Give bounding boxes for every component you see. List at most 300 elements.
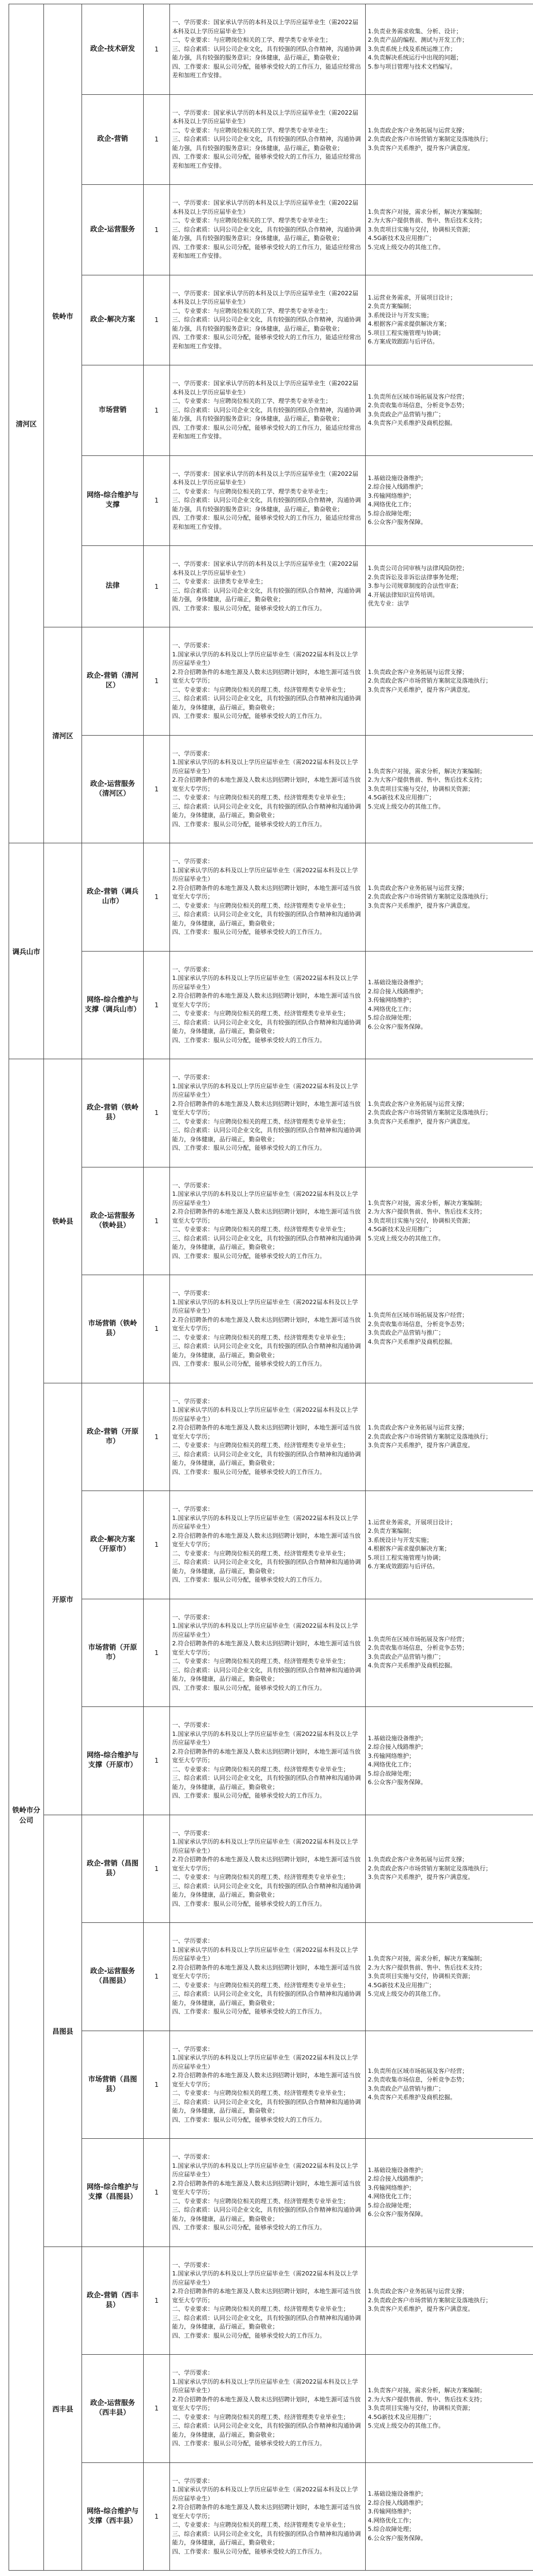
duty-line: 4.网络优化工作； [368,2193,415,2200]
requirement-line: 四、工作要求：服从公司分配，能够承受较大的工作压力。 [172,1684,325,1691]
duty-cell [366,546,533,627]
count-cell: 1 [144,275,170,365]
duty-line: 2.负责收集市场信息，分析竞争态势； [368,402,468,409]
duty-line: 4.开展法律知识宣传培训。 [368,591,439,598]
requirement-line: 四、工作要求：服从公司分配，能够承受较大的工作压力。 [172,713,325,720]
recruitment-table [9,4,533,2571]
table-row [9,365,533,456]
duty-line: 6.公众客户服务保障。 [368,519,427,526]
requirement-line: 三、综合素质：认同公司企业文化，具有较强的团队合作精神和沟通协调能力，身体健康，品行端正，勤奋敬业； [172,1234,361,1250]
duty-line: 6.公众客户服务保障。 [368,1023,427,1030]
duty-line: 2.负责政企客户市场营销方案制定及落地执行； [368,893,492,900]
requirement-cell [170,1383,366,1491]
requirement-cell [170,2246,366,2355]
post-cell: 政企-运营服务（清河区） [82,735,144,843]
requirement-line: 二、专业要求：与应聘岗位相关的理工类、经济管理类专业毕业生； [172,2413,349,2421]
requirement-line: 三、综合素质：认同公司企业文化，具有较强的团队合作精神，沟通协调能力强，具有较强的服务意识；身体健康，品行端正，勤奋敬业； [172,45,361,61]
requirement-line: 1.国家承认学历的本科及以上学历应届毕业生（需2022届本科及以上学历应届毕业生） [172,2270,358,2286]
requirement-line: 四、工作要求：服从公司分配，能够承受较大的工作压力，能适应经常出差和加班工作安排。 [172,514,361,530]
requirement-cell [170,1275,366,1383]
table-row [9,2246,533,2355]
requirement-cell [170,1491,366,1599]
requirement-line: 1.国家承认学历的本科及以上学历应届毕业生（需2022届本科及以上学历应届毕业生） [172,1622,358,1638]
requirement-line: 二、专业要求：与应聘岗位相关的理工类、经济管理类专业毕业生； [172,2090,349,2096]
duty-line: 2.负责方案编制； [368,1527,415,1535]
requirement-line: 2.符合招聘条件的本地生源及人数未达到招聘计划时，本地生源可适当放宽至大专学历； [172,1100,361,1116]
requirement-line: 一、学历要求： [172,642,213,649]
duty-cell [366,1707,533,1815]
requirement-line: 2.符合招聘条件的本地生源及人数未达到招聘计划时，本地生源可适当放宽至大专学历； [172,1640,361,1656]
count-cell: 1 [144,1815,170,1923]
duty-cell [366,1491,533,1599]
duty-line: 4.5G新技术及应用推广； [368,794,435,801]
count-cell: 1 [144,843,170,952]
requirement-line: 一、学历要求： [172,2153,213,2160]
post-cell: 政企-营销（调兵山市） [82,843,144,952]
duty-line: 3.传输网络维护； [368,492,415,499]
post-cell: 政企-解决方案 [82,275,144,365]
table-row [9,951,533,1059]
requirement-line: 2.符合招聘条件的本地生源及人数未达到招聘计划时，本地生源可适当放宽至大专学历； [172,2072,361,2088]
duty-cell [366,455,533,546]
post-cell: 政企-运营服务（铁岭县） [82,1167,144,1275]
requirement-line: 四、工作要求：服从公司分配，能够承受较大的工作压力，能适应经常出差和加班工作安排。 [172,243,361,259]
duty-line: 4.负责客户关系维护及商机挖掘。 [368,1662,456,1669]
table-row [9,94,533,185]
requirement-line: 二、专业要求：与应聘岗位相关的理工类、经济管理类专业毕业生； [172,2197,349,2205]
requirement-line: 四、工作要求：服从公司分配，能够承受较大的工作压力。 [172,1900,325,1907]
count-cell: 1 [144,1383,170,1491]
duty-cell [366,94,533,185]
district-cell: 调兵山市 [9,843,44,1059]
duty-line: 2.负责收集市场信息，分析竞争态势； [368,1320,468,1328]
duty-line: 3.负责政企产品营销与推广； [368,1329,445,1337]
requirement-cell [170,365,366,456]
duty-line: 3.负责客户关系维护，提升客户满意度。 [368,2305,474,2312]
duty-line: 5.项目工程实施管理与协调； [368,1554,445,1561]
requirement-line: 二、专业要求：与应聘岗位相关的理工类、经济管理类专业毕业生； [172,1549,349,1557]
table-row [9,185,533,275]
requirement-line: 三、综合素质：认同公司企业文化，具有较强的团队合作精神和沟通协调能力，身体健康，品行端正，勤奋敬业； [172,1666,361,1682]
requirement-cell [170,2355,366,2463]
duty-line: 3.负责客户关系维护，提升客户满意度。 [368,1118,474,1125]
post-cell: 政企-营销（昌图县） [82,1815,144,1923]
post-cell: 政企-营销（铁岭县） [82,1059,144,1167]
duty-line: 1.负责客户对接，需求分析，解决方案编制； [368,1955,486,1962]
duty-line: 5.完成上级交办的其他工作。 [368,2422,445,2429]
duty-line: 3.负责项目实施与交付，协调相关资源； [368,785,474,792]
duty-cell [366,365,533,456]
post-cell: 市场营销（昌图县） [82,2031,144,2139]
requirement-line: 二、专业要求：与应聘岗位相关的理工类、经济管理类专业毕业生； [172,1874,349,1881]
duty-line: 4.5G新技术及应用推广； [368,1981,435,1989]
requirement-line: 四、工作要求：服从公司分配，能够承受较大的工作压力。 [172,1360,325,1367]
requirement-cell [170,185,366,275]
requirement-line: 三、综合素质：认同公司企业文化，具有较强的团队合作精神，沟通协调能力强，具有较强的服务意识；身体健康，品行端正，勤奋敬业； [172,136,361,152]
requirement-line: 四、工作要求：服从公司分配，能够承受较大的工作压力。 [172,2548,325,2555]
duty-line: 3.负责项目实施与交付，协调相关资源； [368,1973,474,1980]
duty-line: 1.负责客户对接，需求分析，解决方案编制； [368,2387,486,2394]
duty-line: 1.负责政企客户业务拓展与运营支撑； [368,668,468,676]
duty-line: 1.负责政企客户业务拓展与运营支撑； [368,126,468,134]
requirement-line: 四、工作要求：服从公司分配，能够承受较大的工作压力。 [172,1468,325,1476]
table-row [9,2355,533,2463]
post-cell: 政企-技术研发 [82,4,144,95]
requirement-line: 1.国家承认学历的本科及以上学历应届毕业生（需2022届本科及以上学历应届毕业生） [172,1082,358,1098]
count-cell: 1 [144,627,170,736]
requirement-line: 一、学历要求：国家承认学历的本科及以上学历应届毕业生（需2022届本科及以上学历应届毕业生） [172,380,358,396]
duty-cell [366,627,533,736]
requirement-cell [170,4,366,95]
duty-cell [366,2355,533,2463]
requirement-line: 二、专业要求：与应聘岗位相关的工学、理学类专业毕业生； [172,398,331,405]
requirement-cell [170,94,366,185]
duty-line: 3.负责客户关系维护，提升客户满意度。 [368,1442,474,1449]
duty-line: 2.负责政企客户市场营销方案制定及落地执行； [368,1864,492,1872]
requirement-line: 一、学历要求： [172,1506,213,1512]
table-row [9,1275,533,1383]
duty-line: 1.负责政企客户业务拓展与运营支撑； [368,1856,468,1863]
requirement-line: 1.国家承认学历的本科及以上学历应届毕业生（需2022届本科及以上学历应届毕业生） [172,759,358,775]
city-cell: 铁岭市 [44,4,82,627]
requirement-line: 2.符合招聘条件的本地生源及人数未达到招聘计划时，本地生源可适当放宽至大专学历； [172,1748,361,1764]
requirement-line: 三、综合素质：认同公司企业文化，具有较强的团队合作精神和沟通协调能力，身体健康，品行端正，勤奋敬业； [172,911,361,927]
table-row [9,1167,533,1275]
requirement-line: 二、专业要求：与应聘岗位相关的工学、理学类专业毕业生； [172,126,331,134]
requirement-cell [170,1707,366,1815]
requirement-line: 二、专业要求：与应聘岗位相关的理工类、经济管理类专业毕业生； [172,2305,349,2312]
duty-line: 2.负责政企客户市场营销方案制定及落地执行； [368,1109,492,1116]
duty-line: 2.负责政企客户市场营销方案制定及落地执行； [368,677,492,684]
count-cell: 1 [144,2355,170,2463]
duty-cell [366,1599,533,1707]
requirement-line: 四、工作要求：服从公司分配，能够承受较大的工作压力。 [172,604,325,612]
requirement-line: 二、专业要求：与应聘岗位相关的理工类、经济管理类专业毕业生； [172,686,349,693]
table-row [9,546,533,627]
requirement-line: 四、工作要求：服从公司分配，能够承受较大的工作压力。 [172,2224,325,2231]
requirement-line: 二、专业要求：与应聘岗位相关的理工类、经济管理类专业毕业生； [172,1118,349,1125]
requirement-line: 四、工作要求：服从公司分配，能够承受较大的工作压力。 [172,1036,325,1044]
requirement-line: 二、专业要求：法律类专业毕业生； [172,578,266,585]
requirement-line: 2.符合招聘条件的本地生源及人数未达到招聘计划时，本地生源可适当放宽至大专学历； [172,1424,361,1440]
count-cell: 1 [144,1167,170,1275]
requirement-line: 1.国家承认学历的本科及以上学历应届毕业生（需2022届本科及以上学历应届毕业生） [172,1406,358,1422]
table-row [9,1059,533,1167]
requirement-line: 2.符合招聘条件的本地生源及人数未达到招聘计划时，本地生源可适当放宽至大专学历； [172,776,361,792]
duty-line: 2.负责政企客户市场营销方案制定及落地执行； [368,2296,492,2304]
count-cell: 1 [144,2031,170,2139]
duty-cell [366,1167,533,1275]
requirement-line: 二、专业要求：与应聘岗位相关的理工类、经济管理类专业毕业生； [172,1765,349,1773]
count-cell: 1 [144,455,170,546]
duty-line: 2.为大客户提供售前、售中、售后技术支持； [368,1208,486,1215]
requirement-line: 三、综合素质：认同公司企业文化，具有较强的团队合作精神和沟通协调能力，身体健康，品行端正，勤奋敬业； [172,2422,361,2438]
requirement-cell [170,275,366,365]
duty-line: 1.基础设施设备维护； [368,474,427,482]
requirement-line: 四、工作要求：服从公司分配，能够承受较大的工作压力。 [172,2332,325,2339]
requirement-line: 一、学历要求：国家承认学历的本科及以上学历应届毕业生（需2022届本科及以上学历应届毕业生） [172,470,358,486]
requirement-line: 1.国家承认学历的本科及以上学历应届毕业生（需2022届本科及以上学历应届毕业生） [172,2054,358,2070]
count-cell: 1 [144,1275,170,1383]
requirement-line: 1.国家承认学历的本科及以上学历应届毕业生（需2022届本科及以上学历应届毕业生） [172,1298,358,1314]
requirement-line: 四、工作要求：服从公司分配，能够承受较大的工作压力。 [172,2008,325,2015]
duty-line: 1.负责所在区域市场拓展及客户经营； [368,393,468,400]
count-cell: 1 [144,1491,170,1599]
requirement-line: 1.国家承认学历的本科及以上学历应届毕业生（需2022届本科及以上学历应届毕业生） [172,2378,358,2394]
table-row [9,1923,533,2031]
requirement-line: 2.符合招聘条件的本地生源及人数未达到招聘计划时，本地生源可适当放宽至大专学历； [172,1208,361,1224]
post-cell: 市场营销（铁岭县） [82,1275,144,1383]
duty-line: 2.综合接入线路维护； [368,987,427,995]
duty-line: 1.负责客户对接，需求分析，解决方案编制； [368,208,486,215]
duty-line: 5.综合故障处理； [368,510,415,517]
duty-line: 2.综合接入线路维护； [368,1743,427,1751]
table-row [9,4,533,95]
count-cell: 1 [144,951,170,1059]
duty-line: 2.为大客户提供售前、售中、售后技术支持； [368,1964,486,1971]
count-cell: 1 [144,365,170,456]
city-cell: 开原市 [44,1383,82,1815]
requirement-cell [170,951,366,1059]
count-cell: 1 [144,4,170,95]
table-row [9,2031,533,2139]
requirement-line: 一、学历要求： [172,2261,213,2268]
duty-line: 1.负责业务需求收集、分析、设计； [368,27,462,35]
duty-line: 3.负责政企产品营销与推广； [368,1653,445,1660]
duty-line: 3.传输网络维护； [368,2508,415,2515]
duty-line: 1.负责政企客户业务拓展与运营支撑； [368,2288,468,2295]
requirement-cell [170,843,366,952]
duty-cell [366,951,533,1059]
duty-line: 3.负责系统上线及系统运维工作； [368,45,456,53]
requirement-line: 三、综合素质：认同公司企业文化，具有较强的团队合作精神和沟通协调能力，身体健康，品行端正，勤奋敬业； [172,2098,361,2114]
table-row [9,843,533,952]
post-cell: 市场营销 [82,365,144,456]
requirement-line: 三、综合素质：认同公司企业文化，具有较强的团队合作精神，沟通协调能力强，具有较强的服务意识；身体健康，品行端正，勤奋敬业； [172,406,361,422]
requirement-line: 四、工作要求：服从公司分配，能够承受较大的工作压力，能适应经常出差和加班工作安排。 [172,153,361,169]
table-row [9,1491,533,1599]
requirement-line: 三、综合素质：认同公司企业文化，具有较强的团队合作精神和沟通协调能力，身体健康，品行端正，勤奋敬业； [172,2206,361,2222]
requirement-line: 三、综合素质：认同公司企业文化，具有较强的团队合作精神和沟通协调能力，身体健康，品行端正，勤奋敬业； [172,2314,361,2330]
duty-line: 1.负责所在区域市场拓展及客户经营； [368,1312,468,1319]
duty-cell [366,1059,533,1167]
duty-line: 优先专业：法学 [368,600,409,608]
table-row [9,1707,533,1815]
requirement-cell [170,735,366,843]
requirement-line: 四、工作要求：服从公司分配，能够承受较大的工作压力，能适应经常出差和加班工作安排。 [172,63,361,79]
requirement-line: 三、综合素质：认同公司企业文化，具有较强的团队合作精神，沟通协调能力强，具有较强的服务意识；身体健康，品行端正，勤奋敬业； [172,497,361,513]
requirement-line: 一、学历要求： [172,1074,213,1081]
duty-cell [366,2031,533,2139]
duty-line: 5.完成上级交办的其他工作。 [368,1234,445,1242]
duty-cell [366,1383,533,1491]
requirement-line: 2.符合招聘条件的本地生源及人数未达到招聘计划时，本地生源可适当放宽至大专学历； [172,668,361,684]
requirement-line: 四、工作要求：服从公司分配，能够承受较大的工作压力，能适应经常出差和加班工作安排。 [172,424,361,440]
duty-line: 5.完成上级交办的其他工作。 [368,803,445,810]
table-row [9,735,533,843]
duty-line: 2.负责诉讼及非诉讼法律事务处理； [368,573,462,581]
requirement-line: 一、学历要求： [172,858,213,865]
count-cell: 1 [144,1707,170,1815]
duty-line: 2.负责政企客户市场营销方案制定及落地执行； [368,1433,492,1440]
duty-line: 2.负责产品的编程、测试与开发工作； [368,36,468,43]
count-cell: 1 [144,185,170,275]
post-cell: 政企-解决方案（开原市） [82,1491,144,1599]
duty-line: 2.负责政企客户市场营销方案制定及落地执行； [368,136,492,143]
duty-line: 2.负责收集市场信息，分析竞争态势； [368,1644,468,1652]
duty-line: 4.网络优化工作； [368,2517,415,2524]
requirement-line: 四、工作要求：服从公司分配，能够承受较大的工作压力。 [172,1576,325,1583]
post-cell: 政企-运营服务（西丰县） [82,2355,144,2463]
duty-line: 6.方案成效跟踪与后评估。 [368,1563,439,1570]
duty-line: 4.5G新技术及应用推广； [368,1226,435,1233]
duty-line: 1.运营业务需求，开展项目设计； [368,294,456,301]
count-cell: 1 [144,1599,170,1707]
duty-line: 5.完成上级交办的其他工作。 [368,243,445,251]
requirement-line: 2.符合招聘条件的本地生源及人数未达到招聘计划时，本地生源可适当放宽至大专学历； [172,992,361,1008]
duty-line: 4.网络优化工作； [368,1761,415,1769]
requirement-line: 1.国家承认学历的本科及以上学历应届毕业生（需2022届本科及以上学历应届毕业生） [172,1514,358,1530]
requirement-line: 一、学历要求： [172,2369,213,2376]
duty-line: 6.公众客户服务保障。 [368,2534,427,2542]
table-row [9,2462,533,2571]
duty-line: 1.基础设施设备维护； [368,1734,427,1742]
requirement-line: 一、学历要求： [172,1937,213,1944]
duty-line: 3.传输网络维护； [368,997,415,1004]
count-cell: 1 [144,94,170,185]
requirement-line: 一、学历要求： [172,750,213,757]
requirement-line: 2.符合招聘条件的本地生源及人数未达到招聘计划时，本地生源可适当放宽至大专学历； [172,1964,361,1980]
requirement-line: 二、专业要求：与应聘岗位相关的工学、理学类专业毕业生； [172,217,331,224]
duty-line: 4.负责客户关系维护及商机挖掘。 [368,2094,456,2101]
requirement-line: 1.国家承认学历的本科及以上学历应届毕业生（需2022届本科及以上学历应届毕业生） [172,1838,358,1854]
requirement-line: 一、学历要求：国家承认学历的本科及以上学历应届毕业生（需2022届本科及以上学历应届毕业生） [172,19,358,35]
duty-line: 4.5G新技术及应用推广； [368,2413,435,2421]
requirement-line: 四、工作要求：服从公司分配，能够承受较大的工作压力。 [172,820,325,828]
duty-cell [366,735,533,843]
requirement-line: 1.国家承认学历的本科及以上学历应届毕业生（需2022届本科及以上学历应届毕业生） [172,2162,358,2178]
requirement-line: 二、专业要求：与应聘岗位相关的理工类、经济管理类专业毕业生； [172,1334,349,1341]
requirement-line: 二、专业要求：与应聘岗位相关的理工类、经济管理类专业毕业生； [172,1442,349,1449]
duty-line: 6.公众客户服务保障。 [368,2211,427,2218]
duty-line: 3.负责政企产品营销与推广； [368,2085,445,2092]
requirement-cell [170,1059,366,1167]
requirement-line: 四、工作要求：服从公司分配，能够承受较大的工作压力。 [172,1252,325,1260]
duty-line: 1.负责客户对接，需求分析，解决方案编制； [368,1199,486,1207]
count-cell: 1 [144,546,170,627]
duty-line: 1.基础设施设备维护； [368,2490,427,2498]
count-cell: 1 [144,2462,170,2571]
requirement-line: 一、学历要求：国家承认学历的本科及以上学历应届毕业生（需2022届本科及以上学历应届毕业生） [172,109,358,125]
table-row [9,275,533,365]
requirement-line: 2.符合招聘条件的本地生源及人数未达到招聘计划时，本地生源可适当放宽至大专学历； [172,2504,361,2520]
requirement-line: 四、工作要求：服从公司分配，能够承受较大的工作压力。 [172,2440,325,2447]
city-cell: 昌图县 [44,1815,82,2246]
requirement-line: 三、综合素质：认同公司企业文化，具有较强的团队合作精神和沟通协调能力，身体健康，品行端正，勤奋敬业； [172,695,361,711]
requirement-line: 2.符合招聘条件的本地生源及人数未达到招聘计划时，本地生源可适当放宽至大专学历； [172,2288,361,2304]
requirement-line: 四、工作要求：服从公司分配，能够承受较大的工作压力。 [172,1792,325,1799]
duty-line: 2.综合接入线路维护； [368,2175,427,2183]
requirement-line: 三、综合素质：认同公司企业文化，具有较强的团队合作精神和沟通协调能力，身体健康，品行端正，勤奋敬业； [172,1343,361,1359]
city-cell [44,843,82,1059]
duty-line: 2.负责方案编制； [368,303,415,310]
requirement-line: 三、综合素质：认同公司企业文化，具有较强的团队合作精神，沟通协调能力强，具有较强的服务意识；身体健康，品行端正，勤奋敬业； [172,226,361,242]
requirement-line: 1.国家承认学历的本科及以上学历应届毕业生（需2022届本科及以上学历应届毕业生） [172,975,358,991]
requirement-line: 一、学历要求： [172,1397,213,1405]
requirement-line: 2.符合招聘条件的本地生源及人数未达到招聘计划时，本地生源可适当放宽至大专学历； [172,1856,361,1872]
duty-line: 4.负责客户关系维护及商机挖掘。 [368,1338,456,1345]
duty-line: 3.负责客户关系维护，提升客户满意度。 [368,686,474,693]
requirement-line: 二、专业要求：与应聘岗位相关的理工类、经济管理类专业毕业生； [172,1981,349,1989]
requirement-line: 二、专业要求：与应聘岗位相关的工学、理学类专业毕业生； [172,36,331,43]
duty-line: 3.系统设计与开发实施； [368,311,433,319]
requirement-line: 三、综合素质：认同公司企业文化，具有较强的团队合作精神和沟通协调能力，身体健康，品行端正，勤奋敬业； [172,1019,361,1035]
requirement-line: 2.符合招聘条件的本地生源及人数未达到招聘计划时，本地生源可适当放宽至大专学历； [172,884,361,900]
table-row [9,2139,533,2247]
duty-line: 6.公众客户服务保障。 [368,1779,427,1786]
requirement-line: 三、综合素质：认同公司企业文化，具有较强的团队合作精神和沟通协调能力，身体健康，品行端正，勤奋敬业； [172,1127,361,1143]
requirement-line: 三、综合素质：认同公司企业文化，具有较强的团队合作精神和沟通协调能力，身体健康，品行端正，勤奋敬业； [172,1559,361,1575]
post-cell: 政企-营销（西丰县） [82,2246,144,2355]
district-cell: 清河区 [9,4,44,843]
requirement-line: 一、学历要求：国家承认学历的本科及以上学历应届毕业生（需2022届本科及以上学历应届毕业生） [172,560,358,576]
post-cell: 政企-营销（清河区） [82,627,144,736]
duty-line: 4.网络优化工作； [368,501,415,508]
duty-line: 3.负责客户关系维护，提升客户满意度。 [368,902,474,909]
duty-line: 4.网络优化工作； [368,1005,415,1013]
duty-line: 5.综合故障处理； [368,1770,415,1777]
duty-cell [366,275,533,365]
count-cell: 1 [144,1923,170,2031]
duty-cell [366,2462,533,2571]
requirement-line: 二、专业要求：与应聘岗位相关的工学、理学类专业毕业生； [172,488,331,495]
duty-line: 1.负责政企客户业务拓展与运营支撑； [368,1424,468,1431]
duty-line: 1.运营业务需求，开展项目设计； [368,1518,456,1526]
duty-line: 3.负责项目实施与交付，协调相关资源； [368,2405,474,2412]
requirement-cell [170,546,366,627]
duty-line: 1.负责所在区域市场拓展及客户经营； [368,1635,468,1643]
requirement-line: 二、专业要求：与应聘岗位相关的理工类、经济管理类专业毕业生； [172,1010,349,1017]
requirement-line: 二、专业要求：与应聘岗位相关的工学、理学类专业毕业生； [172,307,331,314]
requirement-line: 二、专业要求：与应聘岗位相关的理工类、经济管理类专业毕业生； [172,794,349,801]
table-row [9,1383,533,1491]
post-cell: 网络-综合维护与支撑 [82,455,144,546]
requirement-line: 三、综合素质：认同公司企业文化，具有较强的团队合作精神和沟通协调能力，身体健康，品行端正，勤奋敬业； [172,1882,361,1898]
duty-line: 5.完成上级交办的其他工作。 [368,1990,445,1997]
duty-line: 4.负责解决系统运行中出现的问题； [368,54,462,61]
requirement-cell [170,1923,366,2031]
duty-line: 5.参与项目管理与技术文档编写。 [368,63,456,70]
requirement-line: 四、工作要求：服从公司分配，能够承受较大的工作压力。 [172,1144,325,1151]
duty-line: 4.根据客户需求提供解决方案； [368,1545,450,1553]
requirement-line: 一、学历要求： [172,2477,213,2484]
requirement-cell [170,2031,366,2139]
post-cell: 政企-运营服务（昌图县） [82,1923,144,2031]
duty-line: 1.负责公司合同审核与法律风险防控； [368,565,468,572]
duty-line: 5.项目工程实施管理与协调； [368,329,445,336]
duty-line: 1.负责政企客户业务拓展与运营支撑； [368,1100,468,1107]
requirement-line: 二、专业要求：与应聘岗位相关的理工类、经济管理类专业毕业生； [172,1658,349,1665]
requirement-line: 一、学历要求：国家承认学历的本科及以上学历应届毕业生（需2022届本科及以上学历应届毕业生） [172,199,358,215]
requirement-cell [170,1599,366,1707]
requirement-line: 三、综合素质：认同公司企业文化，具有较强的团队合作精神和沟通协调能力，身体健康，品行端正，勤奋敬业； [172,1990,361,2006]
requirement-line: 一、学历要求： [172,1721,213,1728]
requirement-line: 三、综合素质：认同公司企业文化，具有较强的团队合作精神，沟通协调能力强，身体健康，品行端正，勤奋敬业； [172,587,361,603]
requirement-line: 三、综合素质：认同公司企业文化，具有较强的团队合作精神和沟通协调能力，身体健康，品行端正，勤奋敬业； [172,803,361,819]
requirement-line: 一、学历要求： [172,965,213,973]
duty-cell [366,843,533,952]
duty-cell [366,2246,533,2355]
